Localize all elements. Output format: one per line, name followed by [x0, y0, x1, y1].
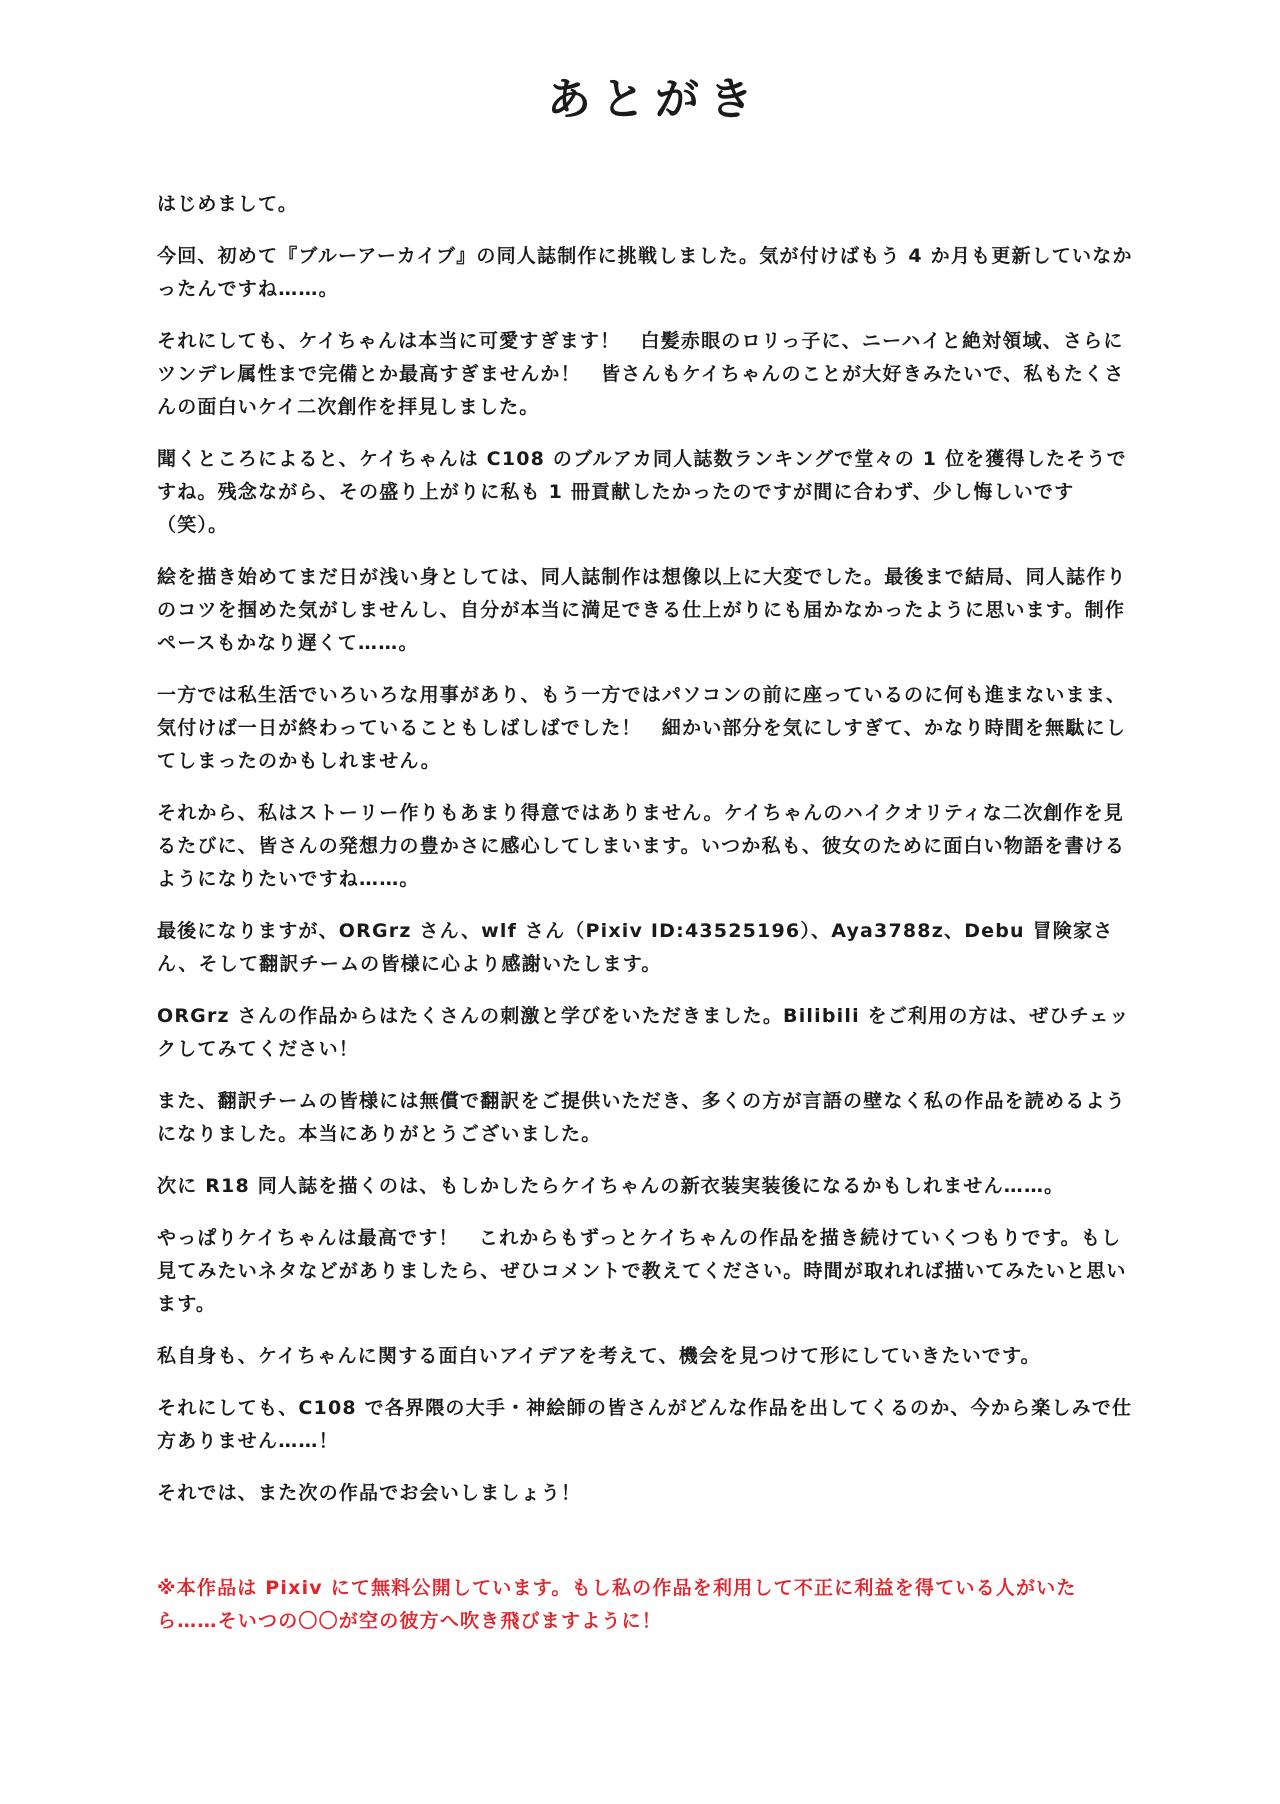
paragraph: それから、私はストーリー作りもあまり得意ではありません。ケイちゃんのハイクオリティな二次創作を見るたびに、皆さんの発想力の豊かさに感心してしまいます。いつか私も、彼女のために面白い物語を書けるようになりたいですね……。 [157, 802, 1126, 890]
paragraph: 聞くところによると、ケイちゃんは C108 のブルアカ同人誌数ランキングで堂々の 1 位を獲得したそうですね。残念ながら、その盛り上がりに私も 1 冊貢献したかったのですが間に合わず、少し悔しいです（笑）。 [157, 448, 1127, 536]
afterword-body [157, 188, 1135, 1510]
paragraph: 今回、初めて『ブルーアーカイブ』の同人誌制作に挑戦しました。気が付けばもう 4 か月も更新していなかったんですね……。 [157, 245, 1133, 300]
paragraph: ORGrz さんの作品からはたくさんの刺激と学びをいただきました。Bilibili をご利用の方は、ぜひチェックしてみてください！ [157, 1005, 1130, 1060]
paragraph: 一方では私生活でいろいろな用事があり、もう一方ではパソコンの前に座っているのに何も進まないまま、気付けば一日が終わっていることもしばしばでした！ 細かい部分を気にしすぎて、かなり時間を無駄にしてしまったのかもしれません。 [157, 684, 1127, 772]
paragraph: 私自身も、ケイちゃんに関する面白いアイデアを考えて、機会を見つけて形にしていきたいです。 [157, 1345, 1041, 1367]
paragraph: 次に R18 同人誌を描くのは、もしかしたらケイちゃんの新衣装実装後になるかもしれません……。 [157, 1175, 1065, 1197]
page-title: あとがき [547, 74, 763, 125]
paragraph: はじめまして。 [157, 193, 299, 215]
paragraph: また、翻訳チームの皆様には無償で翻訳をご提供いただき、多くの方が言語の壁なく私の作品を読めるようになりました。本当にありがとうございました。 [157, 1090, 1126, 1145]
paragraph: 最後になりますが、ORGrz さん、wlf さん（Pixiv ID:43525196）、Aya3788z、Debu 冒険家さん、そして翻訳チームの皆様に心より感謝いたします。 [157, 920, 1114, 975]
paragraph: それにしても、C108 で各界隈の大手・神絵師の皆さんがどんな作品を出してくるのか、今から楽しみで仕方ありません……！ [157, 1397, 1133, 1452]
paragraph: それにしても、ケイちゃんは本当に可愛すぎます！ 白髪赤眼のロリっ子に、ニーハイと絶対領域、さらにツンデレ属性まで完備とか最高すぎませんか！ 皆さんもケイちゃんのことが大好きみたいで、私もたくさんの面白いケイ二次創作を拝見しました。 [157, 330, 1125, 418]
paragraph: 絵を描き始めてまだ日が浅い身としては、同人誌制作は想像以上に大変でした。最後まで結局、同人誌作りのコツを掴めた気がしませんし、自分が本当に満足できる仕上がりにも届かなかったように思います。制作ペースもかなり遅くて……。 [157, 566, 1127, 654]
paragraph: やっぱりケイちゃんは最高です！ これからもずっとケイちゃんの作品を描き続けていくつもりです。もし見てみたいネタなどがありましたら、ぜひコメントで教えてください。時間が取れれば描いてみたいと思います。 [157, 1227, 1127, 1315]
paragraph: それでは、また次の作品でお会いしましょう！ [157, 1482, 582, 1504]
warning-note: ※本作品は Pixiv にて無料公開しています。もし私の作品を利用して不正に利益を得ている人がいたら……そいつの〇〇が空の彼方へ吹き飛びますように！ [157, 1577, 1077, 1632]
